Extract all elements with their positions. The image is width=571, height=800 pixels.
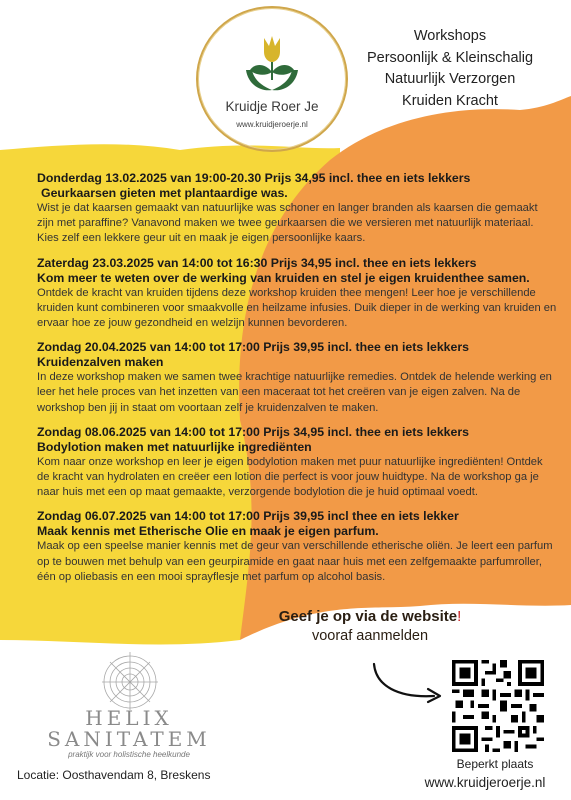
tagline-line: Persoonlijk & Kleinschalig (366, 49, 534, 66)
event-item (37, 340, 557, 416)
logo-url: www.kruidjeroerje.nl (236, 120, 308, 129)
event-date-price: Zondag 08.06.2025 van 14:00 tot 17:00 Prijs 34,95 incl. thee en iets lekkers (37, 424, 469, 439)
event-date-price: Zondag 06.07.2025 van 14:00 tot 17:00 Prijs 39,95 incl thee en iets lekker (37, 509, 459, 524)
signup-text: Geef je op via de website (278, 608, 458, 625)
event-title: Bodylotion maken met natuurlijke ingrediënten (37, 439, 312, 454)
event-description: Kom naar onze workshop en leer je eigen bodylotion maken met puur natuurlijke ingrediënten! Ontdek de kracht van hydrolaten en creëer een lotion die perfect is voor jouw huidtype. Na de workshop ga je naar huis met een op maat gemaakte, verzorgende bodylotion die je huid optimaal voedt. (37, 455, 543, 499)
event-item (37, 256, 557, 332)
event-title: Kom meer te weten over de werking van kruiden en stel je eigen kruidenthee samen. (37, 270, 530, 285)
helix-sanitatem-logo (24, 648, 234, 768)
event-title: Kruidenzalven maken (37, 355, 164, 370)
curved-arrow-icon (368, 660, 448, 704)
event-title: Geurkaarsen gieten met plantaardige was. (41, 186, 288, 200)
logo-name: Kruidje Roer Je (225, 99, 319, 114)
signup-main (250, 608, 490, 625)
event-description: In deze workshop maken we samen twee krachtige natuurlijke remedies. Ontdek de helende werking en leer het hele proces van het inzetten van een maceraat tot het creëren van je eigen zalven. Na de workshop ben jij in staat om voortaan zelf je kruidenzalven te maken. (37, 371, 552, 414)
event-description: Wist je dat kaarsen gemaakt van natuurlijke was schoner en langer branden als kaarsen die gemaakt zijn met paraffine? Vanavond maken we twee geurkaarsen die we versieren met natuurlijk materiaal. Kies zelf een lekkere geur uit en maak je eigen persoonlijke kaars. (37, 202, 538, 245)
tagline-line: Kruiden Kracht (402, 92, 498, 109)
website-link[interactable]: www.kruidjeroerje.nl (424, 775, 546, 790)
event-date-price: Zaterdag 23.03.2025 van 14:00 tot 16:30 Prijs 34,95 incl. thee en iets lekkers (37, 255, 477, 270)
event-item (37, 425, 557, 501)
sanitatem-name: SANITATEM (47, 727, 211, 751)
tagline-line: Workshops (413, 28, 487, 44)
tagline-line: Natuurlijk Verzorgen (384, 71, 516, 87)
event-description: Ontdek de kracht van kruiden tijdens deze workshop kruiden thee mengen! Leer hoe je verschillende kruiden kunt combineren voor smaakvolle en heilzame infusies. Duik dieper in de werking van kruiden en ervaar hoe ze jouw gezondheid en welzijn kunnen bevorderen. (37, 286, 557, 330)
sunburst-icon (90, 648, 170, 712)
event-title: Maak kennis met Etherische Olie en maak je eigen parfum. (37, 524, 379, 539)
signup-sub: vooraf aanmelden (311, 628, 429, 644)
qr-code[interactable] (452, 660, 544, 752)
helix-tagline: praktijk voor holistische heelkunde (68, 750, 190, 759)
event-list (37, 171, 557, 594)
event-description: Maak op een speelse manier kennis met de geur van verschillende etherische oliën. Je leert een parfum op te bouwen met behulp van een geurpiramide en gaat naar huis met een zelfgemaakte parfumroller, één op oliebasis en een mooi sprayflesje met parfum op alcohol basis. (37, 540, 553, 583)
location-address: Locatie: Oosthavendam 8, Breskens (17, 768, 211, 782)
event-item (37, 509, 557, 585)
helix-name: HELIX (85, 706, 173, 730)
event-date-price: Donderdag 13.02.2025 van 19:00-20.30 Prijs 34,95 incl. thee en iets lekkers (37, 171, 471, 185)
tulip-hands-icon (242, 32, 302, 96)
signup-callout (250, 608, 490, 644)
event-date-price: Zondag 20.04.2025 van 14:00 tot 17:00 Prijs 39,95 incl. thee en iets lekkers (37, 340, 469, 355)
event-item (37, 171, 557, 247)
limited-places-note: Beperkt plaats (456, 757, 534, 771)
signup-exclamation: ! (457, 608, 462, 625)
kruidje-roer-je-logo (196, 6, 348, 152)
tagline (330, 26, 570, 112)
